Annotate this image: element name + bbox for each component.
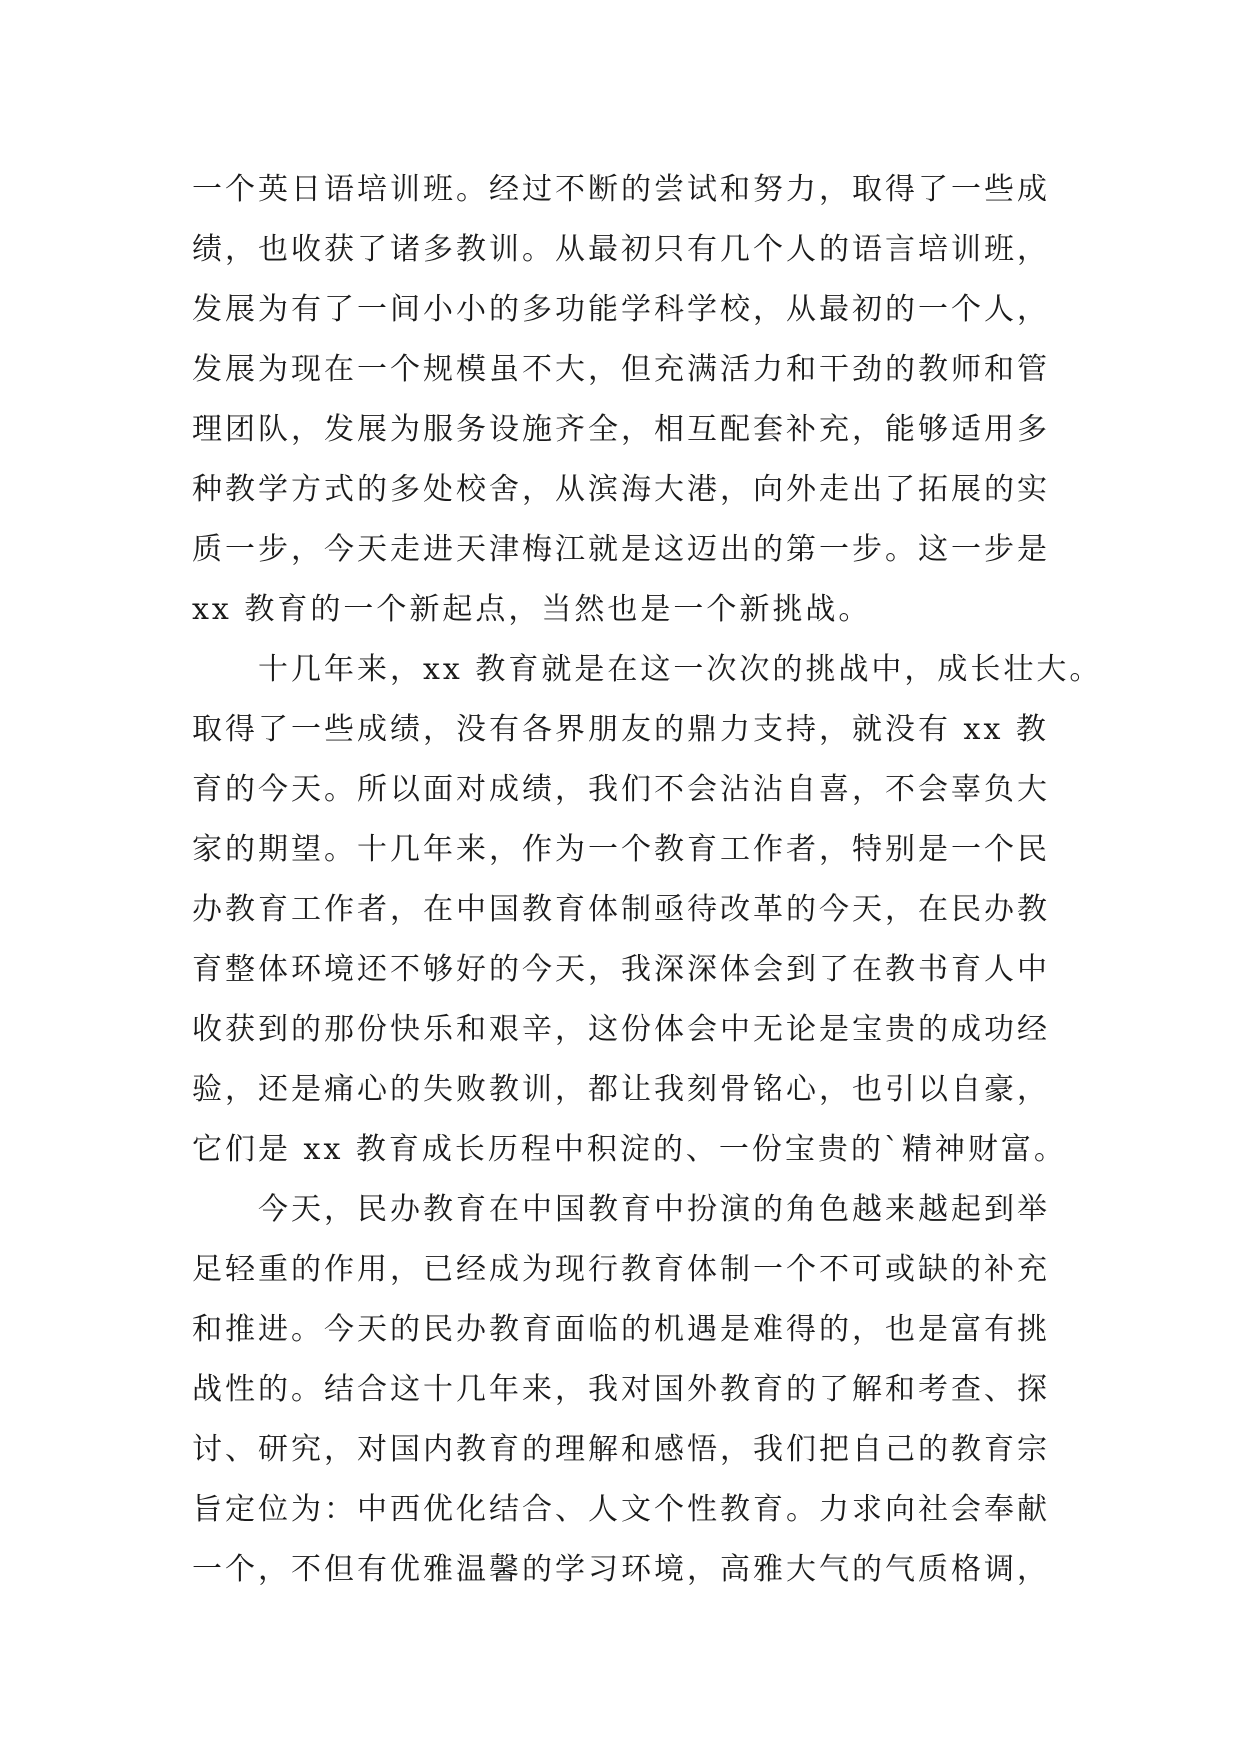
text-line: xx 教育的一个新起点，当然也是一个新挑战。: [192, 592, 872, 627]
text-line: 收获到的那份快乐和艰辛，这份体会中无论是宝贵的成功经: [192, 1012, 1050, 1047]
text-line: 旨定位为：中西优化结合、人文个性教育。力求向社会奉献: [192, 1492, 1050, 1527]
text-line: 足轻重的作用，已经成为现行教育体制一个不可或缺的补充: [192, 1252, 1050, 1287]
paragraph-2: [192, 640, 1103, 1180]
text-line: 育整体环境还不够好的今天，我深深体会到了在教书育人中: [192, 952, 1050, 987]
text-line: 它们是 xx 教育成长历程中积淀的、一份宝贵的`精神财富。: [192, 1132, 1067, 1167]
text-line: 绩，也收获了诸多教训。从最初只有几个人的语言培训班，: [192, 232, 1050, 267]
text-line: 发展为有了一间小小的多功能学科学校，从最初的一个人，: [192, 292, 1050, 327]
text-line: 办教育工作者，在中国教育体制亟待改革的今天，在民办教: [192, 892, 1050, 927]
text-line: 今天，民办教育在中国教育中扮演的角色越来越起到举: [258, 1192, 1050, 1227]
text-line: 质一步，今天走进天津梅江就是这迈出的第一步。这一步是: [192, 532, 1050, 567]
text-line: 一个，不但有优雅温馨的学习环境，高雅大气的气质格调，: [192, 1552, 1050, 1587]
text-line: 取得了一些成绩，没有各界朋友的鼎力支持，就没有 xx 教: [192, 712, 1049, 747]
text-line: 家的期望。十几年来，作为一个教育工作者，特别是一个民: [192, 832, 1050, 867]
text-line: 十几年来，xx 教育就是在这一次次的挑战中，成长壮大。: [258, 652, 1103, 687]
text-line: 发展为现在一个规模虽不大，但充满活力和干劲的教师和管: [192, 352, 1050, 387]
text-line: 一个英日语培训班。经过不断的尝试和努力，取得了一些成: [192, 172, 1050, 207]
text-line: 讨、研究，对国内教育的理解和感悟，我们把自己的教育宗: [192, 1432, 1050, 1467]
body-text: [192, 160, 1103, 1600]
text-line: 战性的。结合这十几年来，我对国外教育的了解和考查、探: [192, 1372, 1050, 1407]
text-line: 和推进。今天的民办教育面临的机遇是难得的，也是富有挑: [192, 1312, 1050, 1347]
text-line: 育的今天。所以面对成绩，我们不会沾沾自喜，不会辜负大: [192, 772, 1050, 807]
text-line: 验，还是痛心的失败教训，都让我刻骨铭心，也引以自豪，: [192, 1072, 1050, 1107]
paragraph-1: [192, 160, 1072, 640]
paragraph-3: [192, 1180, 1072, 1600]
text-line: 理团队，发展为服务设施齐全，相互配套补充，能够适用多: [192, 412, 1050, 447]
text-line: 种教学方式的多处校舍，从滨海大港，向外走出了拓展的实: [192, 472, 1050, 507]
